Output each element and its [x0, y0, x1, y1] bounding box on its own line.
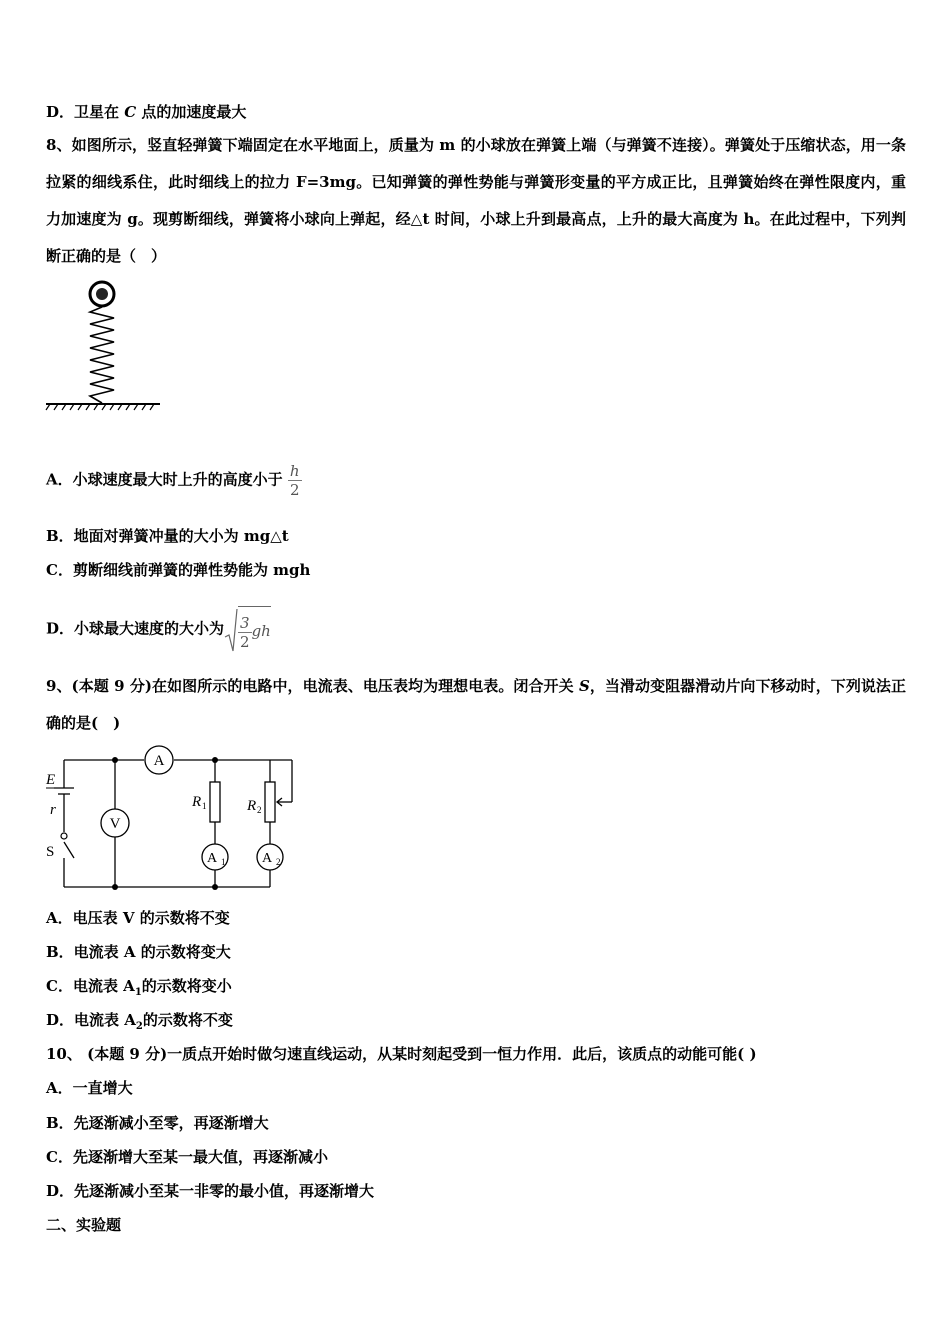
q10-option-a: A．一直增大 [46, 1079, 133, 1097]
label-r: r [50, 802, 56, 818]
sqrt-expression: $\frac{3}{2}$ gh [224, 606, 271, 653]
q10-option-b: B．先逐渐减小至零，再逐渐增大 [46, 1114, 269, 1132]
q8-option-c: C．剪断细线前弹簧的弹性势能为 mgh [46, 561, 311, 579]
q8-stem: 8、如图所示，竖直轻弹簧下端固定在水平地面上，质量为 m 的小球放在弹簧上端（与弹簧不连接）。弹簧处于压缩状态，用一条拉紧的细线系住，此时细线上的拉力 F=3mg。已知弹簧的弹性势能与弹簧形变量的平方成正比，且弹簧始终在弹性限度内，重力加速度为 g。现剪断细线，弹簧将小球向上弹起，经△t 时间，小球上升到最高点，上升的最大高度为 h。在此过程中，下列判断正确的是（ ） [46, 136, 906, 265]
svg-text:2: 2 [257, 805, 262, 815]
label-a: A [153, 753, 165, 769]
label-s: S [46, 844, 55, 860]
q9-stem: 9、(本题 9 分)在如图所示的电路中，电流表、电压表均为理想电表。闭合开关 S，当滑动变阻器滑动片向下移动时，下列说法正确的是( ) [46, 677, 906, 732]
svg-text:1: 1 [221, 857, 226, 867]
spring-ball-figure [44, 280, 164, 415]
q10-stem: 10、 (本题 9 分)一质点开始时做匀速直线运动，从某时刻起受到一恒力作用．此后，该质点的动能可能( ) [46, 1045, 757, 1063]
svg-text:1: 1 [202, 801, 207, 811]
q9-option-c: C．电流表 $A_1$的示数将变小 [46, 977, 232, 998]
label-r2: R [247, 798, 257, 814]
spring [90, 307, 114, 403]
label-r1: R [192, 794, 202, 810]
section-title: 二、实验题 [46, 1216, 122, 1234]
q8-option-a: A．小球速度最大时上升的高度小于 $\frac{h}{2}$ [46, 462, 300, 499]
fraction-h-over-2: $\frac{h}{2}$ [289, 462, 300, 499]
q9-option-b: B．电流表 A 的示数将变大 [46, 943, 231, 961]
q10-option-c: C．先逐渐增大至某一最大值，再逐渐减小 [46, 1148, 328, 1166]
q8-option-d: D．小球最大速度的大小为 $\frac{3}{2}$ gh [46, 606, 271, 653]
q8-option-b: B．地面对弹簧冲量的大小为 mg△t [46, 527, 289, 545]
q9-option-a: A．电压表 V 的示数将不变 [46, 909, 230, 927]
q9-option-d: D．电流表 $A_2$的示数将不变 [46, 1011, 233, 1032]
svg-text:2: 2 [276, 857, 281, 867]
label-a2: A [261, 851, 273, 866]
q7-option-d: D．卫星在 C 点的加速度最大 [46, 103, 247, 121]
label-v: V [109, 816, 121, 832]
label-a1: A [206, 851, 218, 866]
circuit-diagram [44, 748, 304, 893]
q10-option-d: D．先逐渐减小至某一非零的最小值，再逐渐增大 [46, 1182, 375, 1200]
label-e: E [46, 772, 56, 788]
